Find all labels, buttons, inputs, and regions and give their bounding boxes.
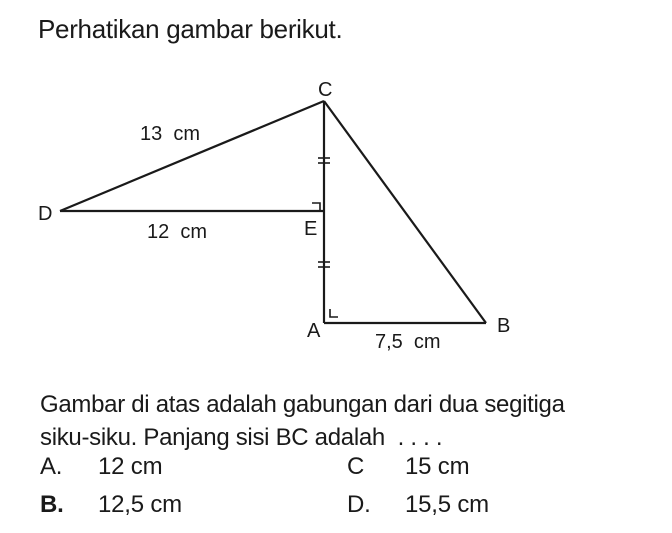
question-text: [40, 388, 660, 454]
option-a-text: 12 cm: [98, 453, 163, 480]
question-line-1: Gambar di atas adalah gabungan dari dua segitiga: [40, 391, 565, 418]
option-c[interactable]: [347, 452, 469, 482]
option-b-letter: B.: [40, 491, 64, 518]
instruction-text: Perhatikan gambar berikut.: [38, 14, 343, 44]
side-label-ab: 7,5 cm: [375, 331, 441, 353]
right-angle-marker-a: [330, 309, 338, 317]
option-b-text: 12,5 cm: [98, 491, 182, 518]
option-b[interactable]: [40, 490, 182, 520]
option-c-text: 15 cm: [405, 453, 470, 480]
vertex-label-b: B: [497, 315, 511, 337]
option-d[interactable]: [347, 490, 489, 520]
question-line-2: siku-siku. Panjang sisi BC adalah . . . .: [40, 424, 443, 451]
vertex-label-e: E: [304, 218, 318, 240]
option-c-letter: C: [347, 453, 365, 480]
vertex-label-d: D: [38, 203, 53, 225]
right-angle-marker-e: [312, 203, 320, 211]
side-label-dc: 13 cm: [140, 123, 201, 145]
segment-cb: [324, 101, 486, 323]
vertex-label-a: A: [307, 320, 321, 342]
side-label-de: 12 cm: [147, 221, 208, 243]
vertex-label-c: C: [318, 79, 333, 101]
option-a-letter: A.: [40, 453, 63, 480]
option-d-letter: D.: [347, 491, 371, 518]
segment-dc: [60, 101, 324, 211]
option-a[interactable]: [40, 452, 162, 482]
option-d-text: 15,5 cm: [405, 491, 489, 518]
